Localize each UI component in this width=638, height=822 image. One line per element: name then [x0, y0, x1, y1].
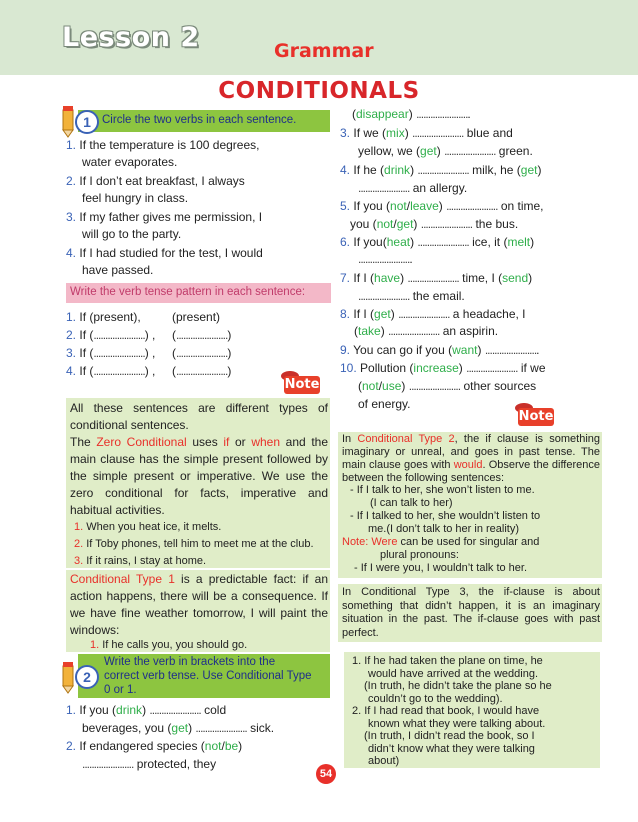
ex1-item-2: 2. If I don’t eat breakfast, I always — [66, 174, 245, 188]
type3-example-line-4: couldn’t go to the wedding). — [368, 692, 503, 705]
exercise-2-instruction-l2: correct verb tense. Use Conditional Type — [104, 670, 312, 682]
type1-example: 1. If he calls you, you should go. — [90, 639, 248, 651]
type3-example-line-9: about) — [368, 755, 400, 767]
pattern-row-4-b: (......................) — [172, 364, 232, 378]
exercise-1-instruction-bar — [78, 110, 330, 132]
ex2-item-8: 8. If I (get) ...................... a headache, I — [340, 307, 526, 321]
zero-conditional-intro: All these sentences are different types of conditional sentences. — [70, 401, 328, 432]
ex1-item-2-cont: feel hungry in class. — [82, 191, 189, 205]
ex2-item-10: 10. Pollution (increase) ...................... if we — [340, 361, 546, 375]
ex2-item-10-cont: (not/use) ...................... other sources — [358, 379, 537, 393]
ex2-item-2: 2. If endangered species (not/be) — [66, 739, 243, 753]
ex2-item-9: 9. You can go if you (want) ....................... — [340, 343, 540, 357]
ex1-item-4: 4. If I had studied for the test, I would — [66, 246, 263, 260]
type2-note: Note: Were can be used for singular and — [342, 536, 540, 548]
type2-explanation: In Conditional Type 2, the if clause is something imaginary or unreal, and goes in past tense. The main clause goes with would. Observe the difference between the following sentences: — [342, 433, 601, 484]
type3-example-line-1: 1. If he had taken the plane on time, he — [352, 655, 543, 667]
zero-example-2: 2. If Toby phones, tell him to meet me at the club. — [74, 538, 314, 550]
exercise-2-instruction-l3: 0 or 1. — [104, 684, 137, 696]
note-badge-1: Note — [278, 370, 326, 394]
type2-line-1: - If I talk to her, she won’t listen to me. — [350, 484, 535, 496]
ex1-item-1-cont: water evaporates. — [82, 155, 178, 169]
section-title: Grammar — [274, 40, 374, 62]
zero-example-1: 1. When you heat ice, it melts. — [74, 521, 222, 533]
ex2-item-8-cont: (take) ...................... an aspirin. — [354, 324, 499, 338]
type1-explanation: Conditional Type 1 is a predictable fact: if an action happens, there will be a consequence. If we have fine weather tomorrow, I will paint the windows: — [70, 572, 328, 637]
ex2-item-4: 4. If he (drink) ...................... milk, he (get) — [340, 163, 542, 177]
pattern-row-3-b: (......................) — [172, 346, 232, 360]
zero-conditional-explanation: The Zero Conditional uses if or when and the main clause has the simple present followed by the simple present or imperative. We use the zero conditional for facts, imperative and habitual activities. — [70, 435, 328, 517]
exercise-2-instruction-bar — [78, 654, 330, 698]
type2-line-4: me.(I don’t talk to her in reality) — [368, 523, 520, 535]
ex2-item-1-cont: beverages, you (get) ...................... sick. — [82, 721, 275, 735]
pencil-icon — [60, 104, 76, 138]
lesson-title: Lesson 2 — [62, 22, 200, 53]
type2-note-example: - If I were you, I wouldn’t talk to her. — [354, 562, 528, 574]
ex2-item-4-cont: ...................... an allergy. — [358, 181, 468, 195]
pattern-instruction-bar — [66, 283, 331, 303]
ex1-item-3-cont: will go to the party. — [82, 227, 182, 241]
type3-example-line-7: (In truth, I didn’t read the book, so I — [364, 730, 535, 742]
type3-example-line-3: (In truth, he didn’t take the plane so he — [364, 680, 552, 692]
type3-explanation: In Conditional Type 3, the if-clause is about something that didn’t happen, it is an imaginary situation in the past. The if-clause goes with past perfect. — [342, 586, 600, 639]
ex2-item-10-cont2: of energy. — [358, 397, 411, 411]
ex2-item-2-cont: ...................... protected, they — [82, 757, 217, 771]
type3-example-line-5: 2. If I had read that book, I would have — [352, 705, 540, 717]
pattern-row-3: 3. If (......................) , — [66, 346, 156, 360]
ex2-item-7-cont: ...................... the email. — [358, 289, 465, 303]
note-badge-2: Note — [512, 402, 560, 426]
ex1-item-1: 1. If the temperature is 100 degrees, — [66, 138, 260, 152]
pattern-row-1-b: (present) — [172, 310, 221, 324]
type3-example-line-8: didn’t know what they were talking — [368, 742, 535, 755]
pattern-row-1: 1. If (present), — [66, 310, 141, 324]
ex2-item-7: 7. If I (have) ...................... time, I (send) — [340, 271, 533, 285]
ex2-item-5-cont: you (not/get) ...................... the bus. — [350, 217, 519, 231]
pencil-icon — [60, 660, 76, 694]
ex2-item-2-end: (disappear) ....................... — [352, 107, 471, 121]
exercise-1-number: 1 — [75, 110, 99, 134]
ex1-item-3: 3. If my father gives me permission, I — [66, 210, 263, 224]
ex2-item-3: 3. If we (mix) ...................... blue and — [340, 126, 513, 140]
pattern-row-2-b: (......................) — [172, 328, 232, 342]
type2-note-l2: plural pronouns: — [380, 549, 459, 561]
type2-line-2: (I can talk to her) — [370, 497, 453, 509]
type3-example-line-2: would have arrived at the wedding. — [368, 667, 538, 680]
page-title: CONDITIONALS — [218, 78, 420, 104]
ex2-item-6-cont: ....................... — [358, 252, 413, 266]
ex2-item-1: 1. If you (drink) ...................... cold — [66, 703, 227, 717]
pattern-instruction: Write the verb tense pattern in each sentence: — [70, 286, 306, 298]
exercise-2-instruction-l1: Write the verb in brackets into the — [104, 656, 276, 668]
type2-line-3: - If I talked to her, she wouldn’t listen to — [350, 510, 541, 522]
ex2-item-5: 5. If you (not/leave) ...................... on time, — [340, 199, 544, 213]
pattern-row-4: 4. If (......................) , — [66, 364, 156, 378]
exercise-1-instruction: Circle the two verbs in each sentence. — [102, 114, 297, 126]
type3-example-line-6: known what they were talking about. — [368, 717, 546, 730]
exercise-2-number: 2 — [75, 665, 99, 689]
zero-example-3: 3. If it rains, I stay at home. — [74, 555, 207, 567]
ex1-item-4-cont: have passed. — [82, 263, 154, 277]
ex2-item-6: 6. If you(heat) ...................... ice, it (melt) — [340, 235, 535, 249]
ex2-item-3-cont: yellow, we (get) ...................... green. — [358, 144, 533, 158]
page-number: 54 — [316, 764, 336, 784]
pattern-row-2: 2. If (......................) , — [66, 328, 156, 342]
